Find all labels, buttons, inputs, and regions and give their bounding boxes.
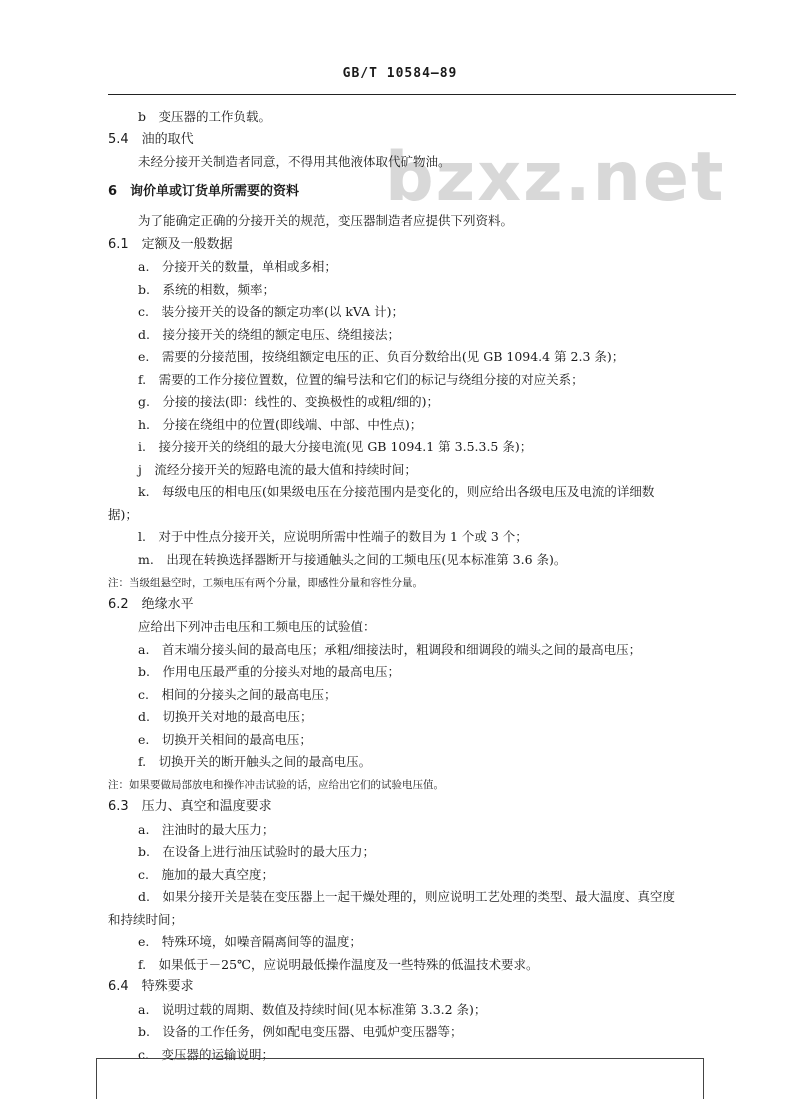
list-item: a. 注油时的最大压力； [138,822,275,837]
section-heading: 5.4 油的取代 [108,132,194,147]
list-item: m. 出现在转换选择器断开与接通触头之间的工频电压(见本标准第 3.6 条)。 [138,552,567,567]
page-header: GB/T 10584—89 [342,66,458,81]
list-item: c. 施加的最大真空度； [138,867,274,882]
header-rule [108,94,736,95]
list-item: e. 特殊环境，如噪音隔离间等的温度； [138,934,362,949]
list-item: b. 在设备上进行油压试验时的最大压力； [138,844,375,859]
list-item: b. 系统的相数，频率； [138,282,275,297]
section-heading: 6 询价单或订货单所需要的资料 [108,184,300,199]
watermark: bzxz.net [385,138,726,217]
list-item: i. 接分接开关的绕组的最大分接电流(见 GB 1094.1 第 3.5.3.5 条)； [138,439,533,454]
list-item: f. 切换开关的断开触头之间的最高电压。 [138,754,372,769]
list-item: j 流经分接开关的短路电流的最大值和持续时间； [138,462,417,477]
text-line: b 变压器的工作负载。 [138,109,272,124]
text-line: 应给出下列冲击电压和工频电压的试验值： [138,619,376,634]
list-item: f. 需要的工作分接位置数，位置的编号法和它们的标记与绕组分接的对应关系； [138,372,584,387]
list-item: f. 如果低于－25℃，应说明最低操作温度及一些特殊的低温技术要求。 [138,957,539,972]
list-item: e. 需要的分接范围，按绕组额定电压的正、负百分数给出(见 GB 1094.4 第 2.3 条)； [138,349,625,364]
list-item: b. 设备的工作任务，例如配电变压器、电弧炉变压器等； [138,1024,463,1039]
bottom-frame [96,1058,704,1099]
list-item: d. 如果分接开关是装在变压器上一起干燥处理的，则应说明工艺处理的类型、最大温度、真空度 [138,889,675,904]
note: 注：当级组悬空时，工频电压有两个分量，即感性分量和容性分量。 [108,577,423,589]
list-item: a. 说明过载的周期、数值及持续时间(见本标准第 3.3.2 条)； [138,1002,487,1017]
text-line: 未经分接开关制造者同意，不得用其他液体取代矿物油。 [138,154,451,169]
list-item: g. 分接的接法(即：线性的、变换极性的或粗/细的)； [138,394,439,409]
note: 注：如果要做局部放电和操作冲击试验的话，应给出它们的试验电压值。 [108,779,444,791]
text-line: 为了能确定正确的分接开关的规范，变压器制造者应提供下列资料。 [138,213,514,228]
list-item-continuation: 和持续时间； [108,912,184,927]
section-heading: 6.3 压力、真空和温度要求 [108,799,272,814]
list-item: e. 切换开关相间的最高电压； [138,732,312,747]
section-heading: 6.4 特殊要求 [108,979,194,994]
section-heading: 6.1 定额及一般数据 [108,237,233,252]
list-item: c. 相间的分接头之间的最高电压； [138,687,337,702]
list-item: d. 切换开关对地的最高电压； [138,709,313,724]
list-item: h. 分接在绕组中的位置(即线端、中部、中性点)； [138,417,423,432]
list-item: a. 分接开关的数量，单相或多相； [138,259,337,274]
list-item: c. 变压器的运输说明； [138,1047,274,1062]
section-heading: 6.2 绝缘水平 [108,597,194,612]
list-item: b. 作用电压最严重的分接头对地的最高电压； [138,664,400,679]
list-item: k. 每级电压的相电压(如果级电压在分接范围内是变化的，则应给出各级电压及电流的详细数 [138,484,655,499]
list-item: d. 接分接开关的绕组的额定电压、绕组接法； [138,327,400,342]
list-item: c. 装分接开关的设备的额定功率(以 kVA 计)； [138,304,404,319]
list-item: a. 首末端分接头间的最高电压；承粗/细接法时，粗调段和细调段的端头之间的最高电压； [138,642,642,657]
list-item: l. 对于中性点分接开关，应说明所需中性端子的数目为 1 个或 3 个； [138,529,528,544]
list-item-continuation: 据)； [108,507,138,522]
